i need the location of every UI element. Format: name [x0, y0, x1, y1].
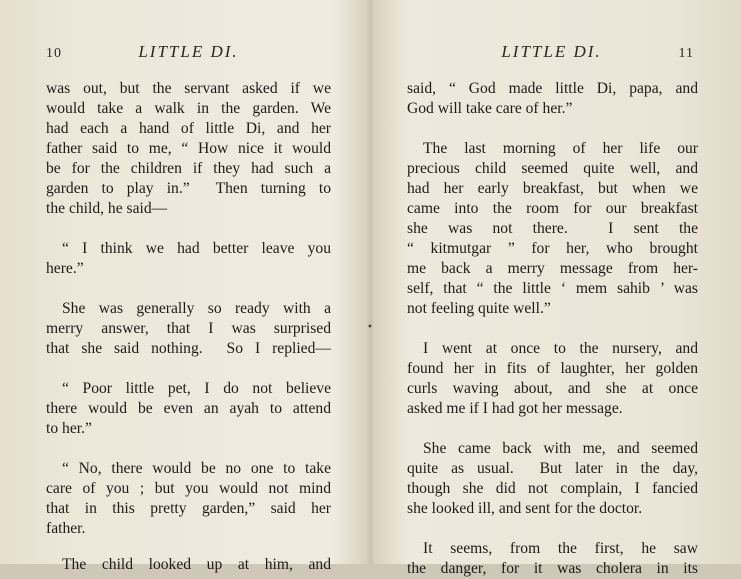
right-page-text: [407, 79, 698, 579]
text-line: She came back with me, and seemed: [423, 440, 698, 457]
text-line: found her in fits of laughter, her golden: [407, 360, 698, 377]
text-line: came into the room for our breakfast: [407, 200, 698, 217]
text-line: the danger, for it was cholera in its: [407, 560, 698, 577]
text-line: she looked ill, and sent for the doctor.: [407, 500, 643, 517]
text-line: be for the children if they had such a: [46, 160, 331, 177]
text-line: self, that “ the little ‘ mem sahib ’ was: [407, 280, 698, 297]
text-line: The child looked up at him, and: [62, 556, 331, 573]
text-line: “ kitmutgar ” for her, who brought: [407, 240, 698, 257]
text-line: father.: [46, 520, 86, 537]
text-line: she was not there. I sent the: [407, 220, 698, 237]
left-page: [0, 0, 370, 573]
text-line: merry answer, that I was surprised: [46, 320, 331, 337]
text-line: here.”: [46, 260, 84, 277]
text-line: It seems, from the first, he saw: [423, 540, 698, 557]
running-title-right: LITTLE DI.: [501, 42, 602, 61]
text-line: The last morning of her life our: [423, 140, 698, 157]
text-line: I went at once to the nursery, and: [423, 340, 698, 357]
text-line: curls waving about, and she at once: [407, 380, 698, 397]
running-title-left: LITTLE DI.: [138, 42, 239, 61]
page-number-left: 10: [46, 46, 62, 61]
text-line: that she said nothing. So I replied—: [46, 340, 331, 357]
text-line: me back a merry message from her-: [407, 260, 698, 277]
text-line: though she did not complain, I fancied: [407, 480, 698, 497]
text-line: was out, but the servant asked if we: [46, 80, 331, 97]
text-line: “ Poor little pet, I do not believe: [62, 380, 331, 397]
text-line: that in this pretty garden,” said her: [46, 500, 331, 517]
text-line: would take a walk in the garden. We: [46, 100, 331, 117]
text-line: care of you ; but you would not mind: [46, 480, 331, 497]
text-line: “ I think we had better leave you: [62, 240, 331, 257]
text-line: God will take care of her.”: [407, 100, 573, 117]
text-line: the child, he said—: [46, 200, 168, 217]
page-number-right: 11: [678, 46, 694, 61]
text-line: asked me if I had got her message.: [407, 400, 623, 417]
text-line: said, “ God made little Di, papa, and: [407, 80, 698, 97]
text-line: precious child seemed quite well, and: [407, 160, 698, 177]
right-page-header: [409, 42, 694, 64]
right-page: [371, 0, 741, 577]
text-line: She was generally so ready with a: [62, 300, 331, 317]
text-line: garden to play in.” Then turning to: [46, 180, 331, 197]
text-line: not feeling quite well.”: [407, 300, 551, 317]
left-page-text: [46, 79, 331, 575]
text-line: there would be even an ayah to attend: [46, 400, 331, 417]
text-line: father said to me, “ How nice it would: [46, 140, 331, 157]
text-line: to her.”: [46, 420, 92, 437]
text-line: “ No, there would be no one to take: [62, 460, 331, 477]
text-line: had her early breakfast, but when we: [407, 180, 698, 197]
left-page-header: [46, 42, 331, 64]
text-line: had each a hand of little Di, and her: [46, 120, 331, 137]
gutter-mark: •: [367, 322, 373, 333]
text-line: quite as usual. But later in the day,: [407, 460, 698, 477]
